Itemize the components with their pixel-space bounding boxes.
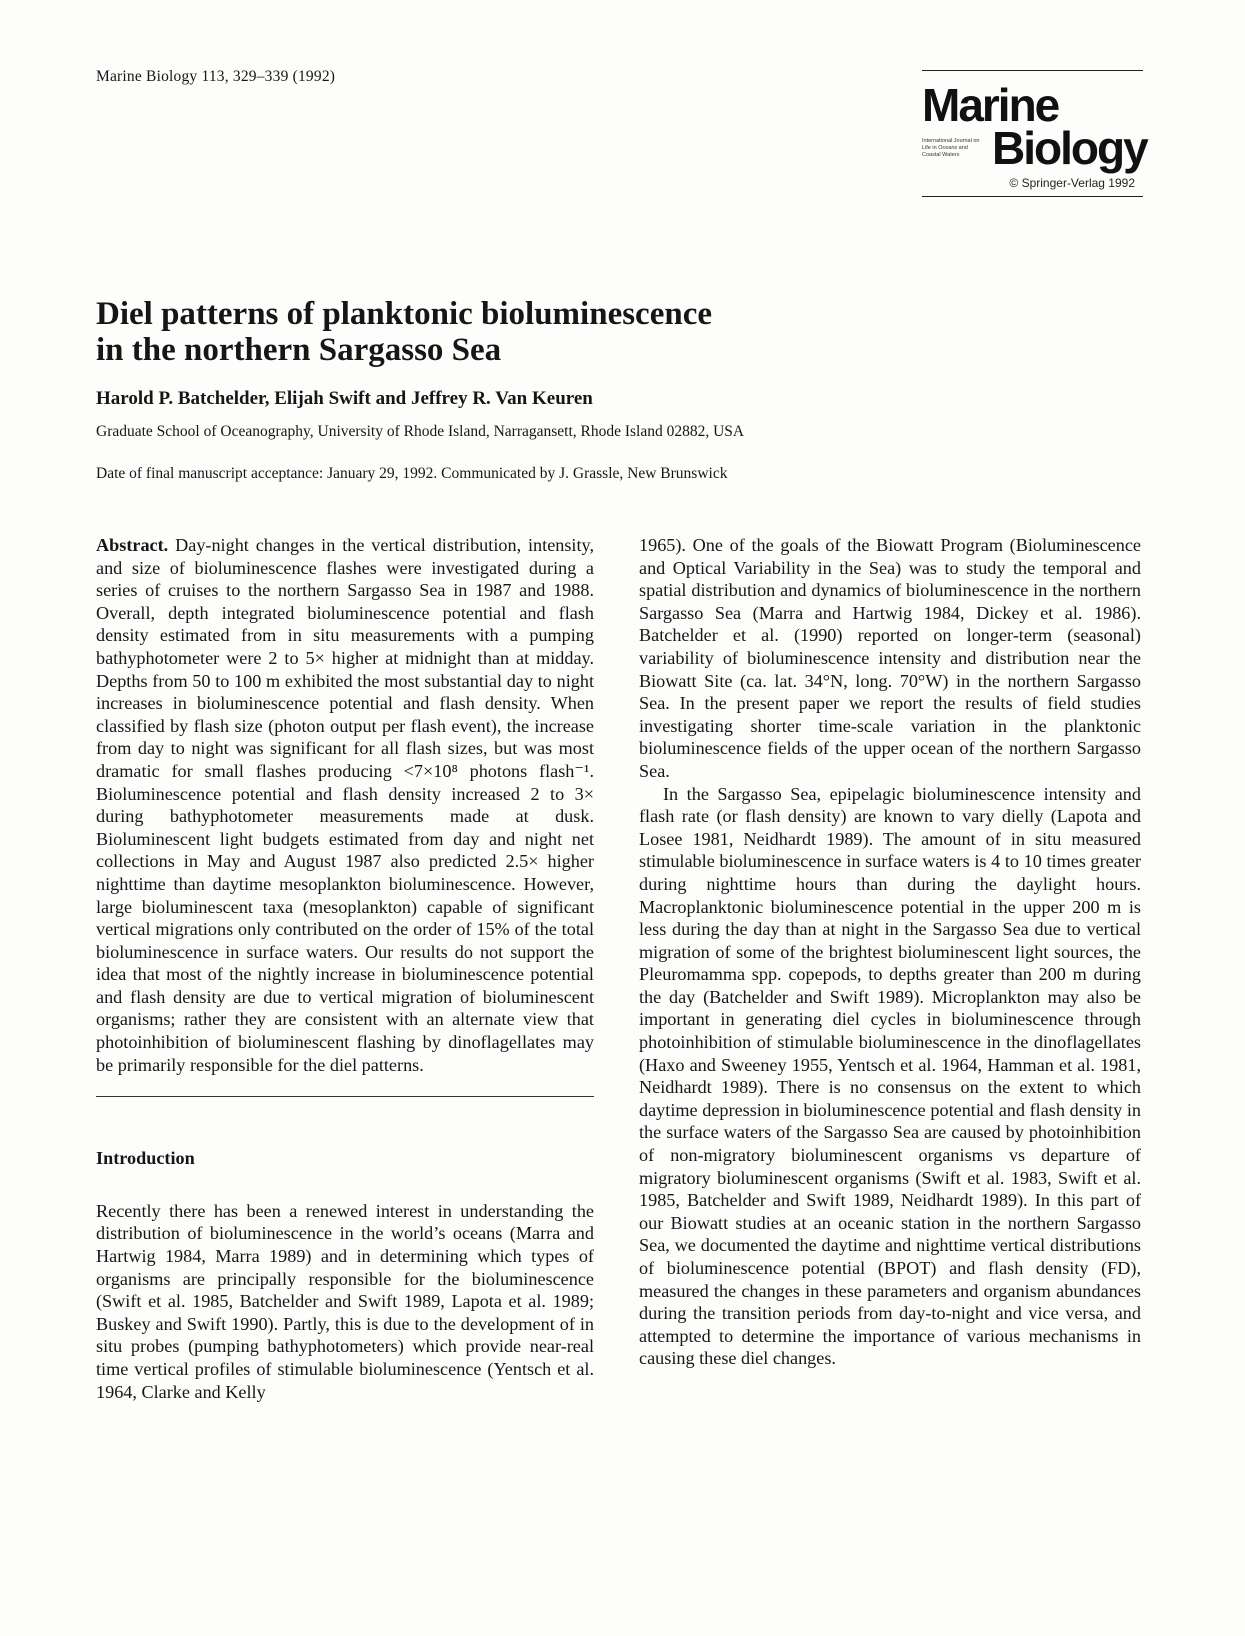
abstract-label: Abstract. — [96, 535, 169, 555]
right-column — [639, 534, 1141, 1370]
abstract-text: Day-night changes in the vertical distribution, intensity, and size of bioluminescence flashes were investigated during a series of cruises to the northern Sargasso Sea in 1987 and 1988. Overall, depth integrated bioluminescence potential and flash density estimated from in situ measurements with a pumping bathyphotometer were 2 to 5× higher at midnight than at midday. Depths from 50 to 100 m exhibited the most substantial day to night increases in bioluminescence potential and flash density. When classified by flash size (photon output per flash event), the increase from day to night was significant for all flash sizes, but was most dramatic for small flashes producing <7×10⁸ photons flash⁻¹. Bioluminescence potential and flash density increased 2 to 3× during bathyphotometer measurements made at dusk. Bioluminescent light budgets estimated from day and night net collections in May and August 1987 also predicted 2.5× higher nighttime than daytime mesoplankton bioluminescence. However, large bioluminescent taxa (mesoplankton) capable of significant vertical migrations only contributed on the order of 15% of the total bioluminescence in surface waters. Our results do not support the idea that most of the nightly increase in bioluminescence potential and flash density are due to vertical migration of bioluminescent organisms; rather they are consistent with an alternate view that photoinhibition of bioluminescent flashing by dinoflagellates may be primarily responsible for the diel patterns. — [96, 535, 594, 1075]
title-line-2: in the northern Sargasso Sea — [96, 332, 502, 368]
section-heading-introduction: Introduction — [96, 1148, 195, 1169]
journal-logo — [922, 70, 1147, 198]
intro-paragraph-1-continued: 1965). One of the goals of the Biowatt Program (Bioluminescence and Optical Variability in the Sea) was to study the temporal and spatial distribution and dynamics of bioluminescence in the northern Sargasso Sea (Marra and Hartwig 1984, Dickey et al. 1986). Batchelder et al. (1990) reported on longer-term (seasonal) variability of bioluminescence intensity and distribution near the Biowatt Site (ca. lat. 34°N, long. 70°W) in the northern Sargasso Sea. In the present paper we report the results of field studies investigating shorter time-scale variation in the planktonic bioluminescence fields of the upper ocean of the northern Sargasso Sea. — [639, 535, 1141, 781]
affiliation: Graduate School of Oceanography, University of Rhode Island, Narragansett, Rhode Island 02882, USA — [96, 423, 745, 440]
abstract — [96, 534, 594, 1076]
abstract-divider — [96, 1096, 594, 1097]
logo-rule-bottom — [922, 196, 1143, 197]
intro-paragraph-2: In the Sargasso Sea, epipelagic bioluminescence intensity and flash rate (or flash density) are known to vary dielly (Lapota and Losee 1981, Neidhardt 1989). The amount of in situ measured stimulable bioluminescence in surface waters is 4 to 10 times greater during nighttime hours than during the daylight hours. Macroplanktonic bioluminescence potential in the upper 200 m is less during the day than at night in the Sargasso Sea due to vertical migration of some of the brightest bioluminescent light sources, the Pleuromamma spp. copepods, to depths greater than 200 m during the day (Batchelder and Swift 1989). Microplankton may also be important in generating diel cycles in bioluminescence through photoinhibition of stimulable bioluminescence in the dinoflagellates (Haxo and Sweeney 1955, Yentsch et al. 1964, Hamman et al. 1981, Neidhardt 1989). There is no consensus on the extent to which daytime depression in bioluminescence potential and flash density in the surface waters of the Sargasso Sea are caused by photoinhibition of non-migratory bioluminescent organisms vs departure of migratory bioluminescent organisms (Swift et al. 1983, Swift et al. 1985, Batchelder and Swift 1989, Neidhardt 1989). In this part of our Biowatt studies at an oceanic station in the northern Sargasso Sea, we documented the daytime and nighttime vertical distributions of bioluminescence potential (BPOT) and flash density (FD), measured the changes in these parameters and organism abundances during the transition periods from day-to-night and vice versa, and attempted to determine the importance of various mechanisms in causing these diel changes. — [639, 783, 1141, 1369]
running-head: Marine Biology 113, 329–339 (1992) — [96, 68, 336, 85]
intro-paragraph-1-start: Recently there has been a renewed interest in understanding the distribution of bioluminescence in the world’s oceans (Marra and Hartwig 1984, Marra 1989) and in determining which types of organisms are principally responsible for the bioluminescence (Swift et al. 1985, Batchelder and Swift 1989, Lapota et al. 1989; Buskey and Swift 1990). Partly, this is due to the development of in situ probes (pumping bathyphotometers) which provide near-real time vertical profiles of stimulable bioluminescence (Yentsch et al. 1964, Clarke and Kelly — [96, 1200, 594, 1402]
article-title — [96, 296, 996, 368]
logo-rule-top — [922, 70, 1143, 71]
author-list: Harold P. Batchelder, Elijah Swift and Jeffrey R. Van Keuren — [96, 388, 593, 409]
left-column — [96, 534, 594, 1403]
copyright-notice: © Springer-Verlag 1992 — [1009, 176, 1135, 190]
logo-word-marine: Marine — [922, 79, 1059, 131]
title-line-1: Diel patterns of planktonic bioluminescence — [96, 296, 712, 332]
logo-word-biology: Biology — [992, 122, 1147, 174]
logo-tagline: International Journal on Life in Oceans and Coastal Waters — [922, 138, 980, 158]
acceptance-date: Date of final manuscript acceptance: January 29, 1992. Communicated by J. Grassle, New Brunswick — [96, 465, 728, 482]
